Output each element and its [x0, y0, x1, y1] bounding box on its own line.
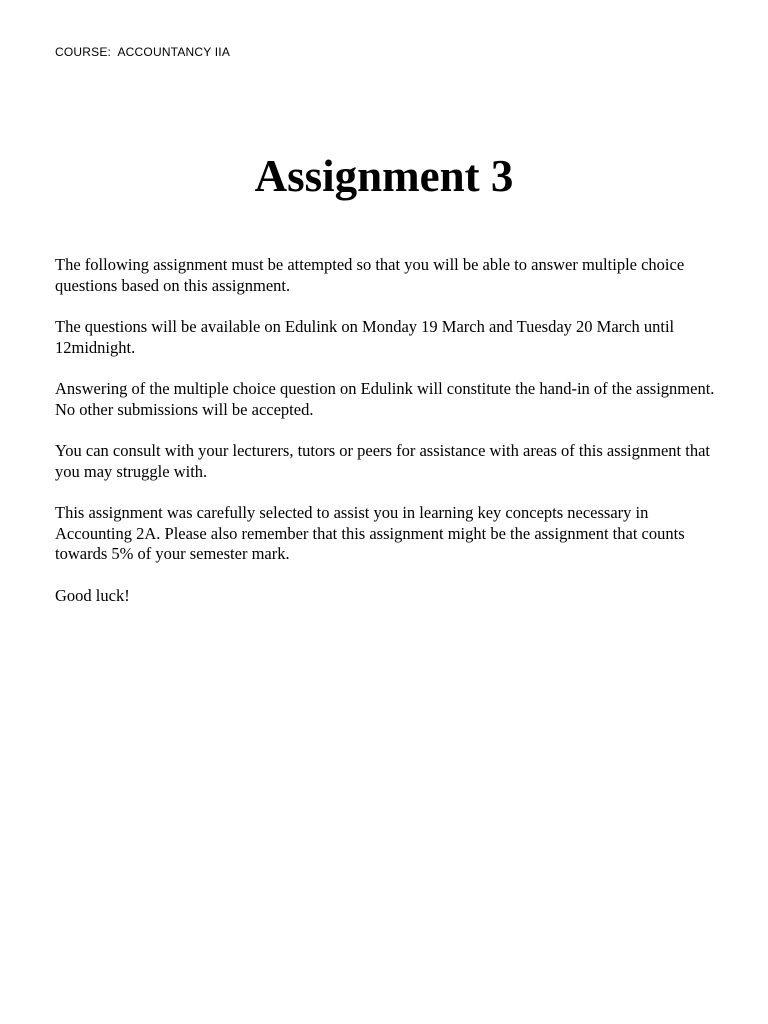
paragraph-good-luck: Good luck!	[55, 585, 130, 605]
paragraph-intro: The following assignment must be attempted so that you will be able to answer multiple choice questions based on this assignment.	[55, 255, 685, 295]
paragraph-consult: You can consult with your lecturers, tutors or peers for assistance with areas of this assignment that you may struggle with.	[55, 441, 710, 481]
paragraph-hand-in: Answering of the multiple choice question on Edulink will constitute the hand-in of the assignment. No other submissions will be accepted.	[55, 379, 715, 419]
page-title: Assignment 3	[254, 151, 514, 201]
assignment-instructions	[55, 255, 715, 627]
paragraph-purpose: This assignment was carefully selected to assist you in learning key concepts necessary in Accounting 2A. Please also remember that this assignment might be the assignment that counts towards 5% of your semester mark.	[55, 503, 685, 563]
paragraph-availability: The questions will be available on Edulink on Monday 19 March and Tuesday 20 March until 12midnight.	[55, 317, 675, 357]
course-label: COURSE: ACCOUNTANCY IIA	[55, 45, 231, 59]
